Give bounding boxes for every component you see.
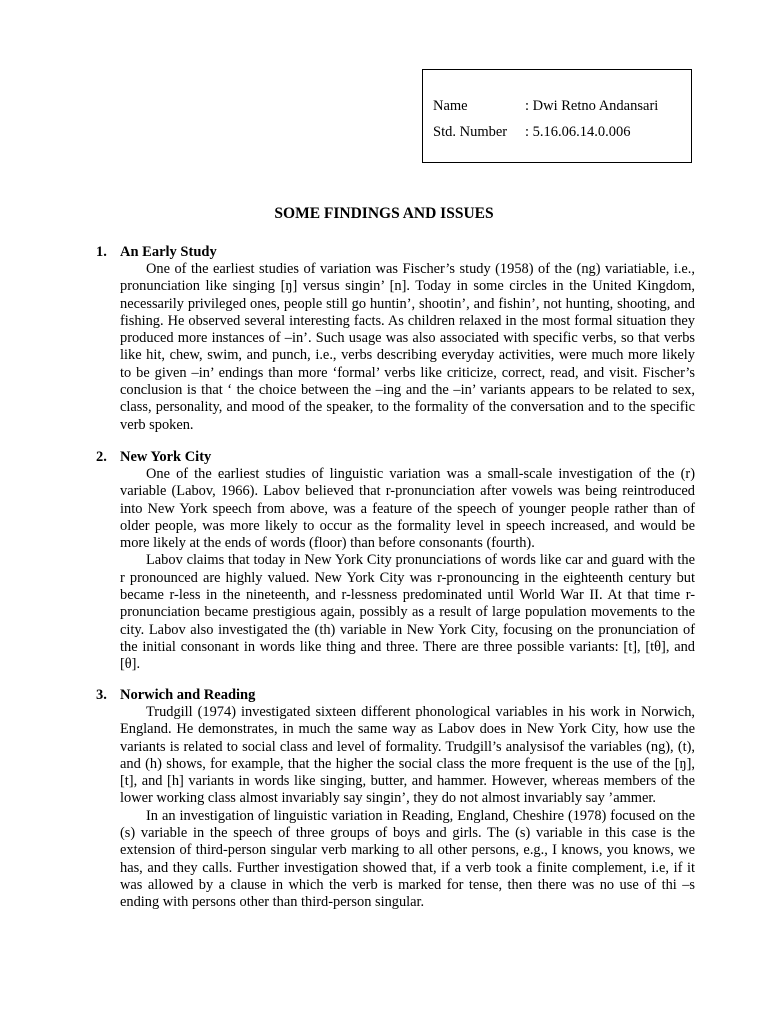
paragraph: In an investigation of linguistic variation in Reading, England, Cheshire (1978) focused on the (s) variable in the speech of three groups of boys and girls. The (s) variable in this case is the extension of third-person singular verb marking to all other persons, e.g., I knows, you knows, we has, and they calls. Further investigation showed that, if a verb took a finite complement, i.e, if it was allowed by a clause in which the verb is marked for tense, then there was no use of thi –s ending with persons other than third-person singular. (120, 807, 695, 911)
page-title: SOME FINDINGS AND ISSUES (274, 205, 494, 222)
student-number-label: Std. Number (433, 124, 508, 140)
section-number: 3. (96, 687, 107, 703)
section-number: 1. (96, 244, 107, 260)
name-value: : Dwi Retno Andansari (525, 98, 659, 114)
paragraph: One of the earliest studies of linguistic variation was a small-scale investigation of the (r) variable (Labov, 1966). Labov believed that r-pronunciation after vowels was being reintroduced into New York speech from above, was a feature of the speech of younger people rather than of older people, was more likely to occur as the formality level in speech increased, and would be more likely at the ends of words (floor) than before consonants (fourth). (120, 466, 695, 552)
section-number: 2. (96, 449, 107, 465)
name-row (433, 98, 658, 115)
section-title: Norwich and Reading (120, 687, 256, 703)
section-heading (96, 687, 695, 704)
section-heading (96, 244, 695, 261)
section-new-york-city (96, 449, 695, 674)
student-info-box (422, 69, 692, 163)
paragraph: Trudgill (1974) investigated sixteen different phonological variables in his work in Norwich, England. He demonstrates, in much the same way as Labov does in New York City, how use the variants is related to social class and level of formality. Trudgill’s analysisof the variables (ng), (t), and (h) shows, for example, that the higher the social class the more frequent is the use of the [ŋ], [t], and [h] variants in words like singing, butter, and hammer. However, whereas members of the lower working class almost invariably say singin’, they do not almost invariably say ’ammer. (120, 704, 695, 807)
section-norwich-and-reading (96, 687, 695, 912)
paragraph: Labov claims that today in New York City pronunciations of words like car and guard with the r pronounced are highly valued. New York City was r-pronouncing in the eighteenth century but became r-less in the nineteenth, and r-lessness predominated until World War II. At that time r-pronunciation became prestigious again, possibly as a result of large population movements to the city. Labov also investigated the (th) variable in New York City, focusing on the pronunciation of the initial consonant in words like thing and three. There are three possible variants: [t], [tθ], and [θ]. (120, 552, 695, 673)
section-early-study (96, 244, 695, 434)
section-title: New York City (120, 449, 212, 465)
section-title: An Early Study (120, 244, 217, 260)
student-number-value: : 5.16.06.14.0.006 (525, 124, 631, 140)
section-heading (96, 449, 695, 466)
name-label: Name (433, 98, 468, 114)
paragraph: One of the earliest studies of variation was Fischer’s study (1958) of the (ng) variatiable, i.e., pronunciation like singing [ŋ] versus singin’ [n]. Today in some circles in the United Kingdom, necessarily privileged ones, people still go huntin’, shootin’, and fishin’, not hunting, shooting, and fishing. He observed several interesting facts. As children relaxed in the most formal situation they produced more instances of –in’. Such usage was also associated with specific verbs, so that verbs like hit, chew, swim, and punch, i.e., verbs describing everyday activities, were much more likely to be given –in’ endings than more ‘formal’ verbs like criticize, correct, read, and visit. Fischer’s conclusion is that ‘ the choice between the –ing and the –in’ variants appears to be related to sex, class, personality, and mood of the speaker, to the formality of the conversation and to the specific verb spoken. (120, 261, 695, 433)
student-number-row (433, 124, 631, 141)
